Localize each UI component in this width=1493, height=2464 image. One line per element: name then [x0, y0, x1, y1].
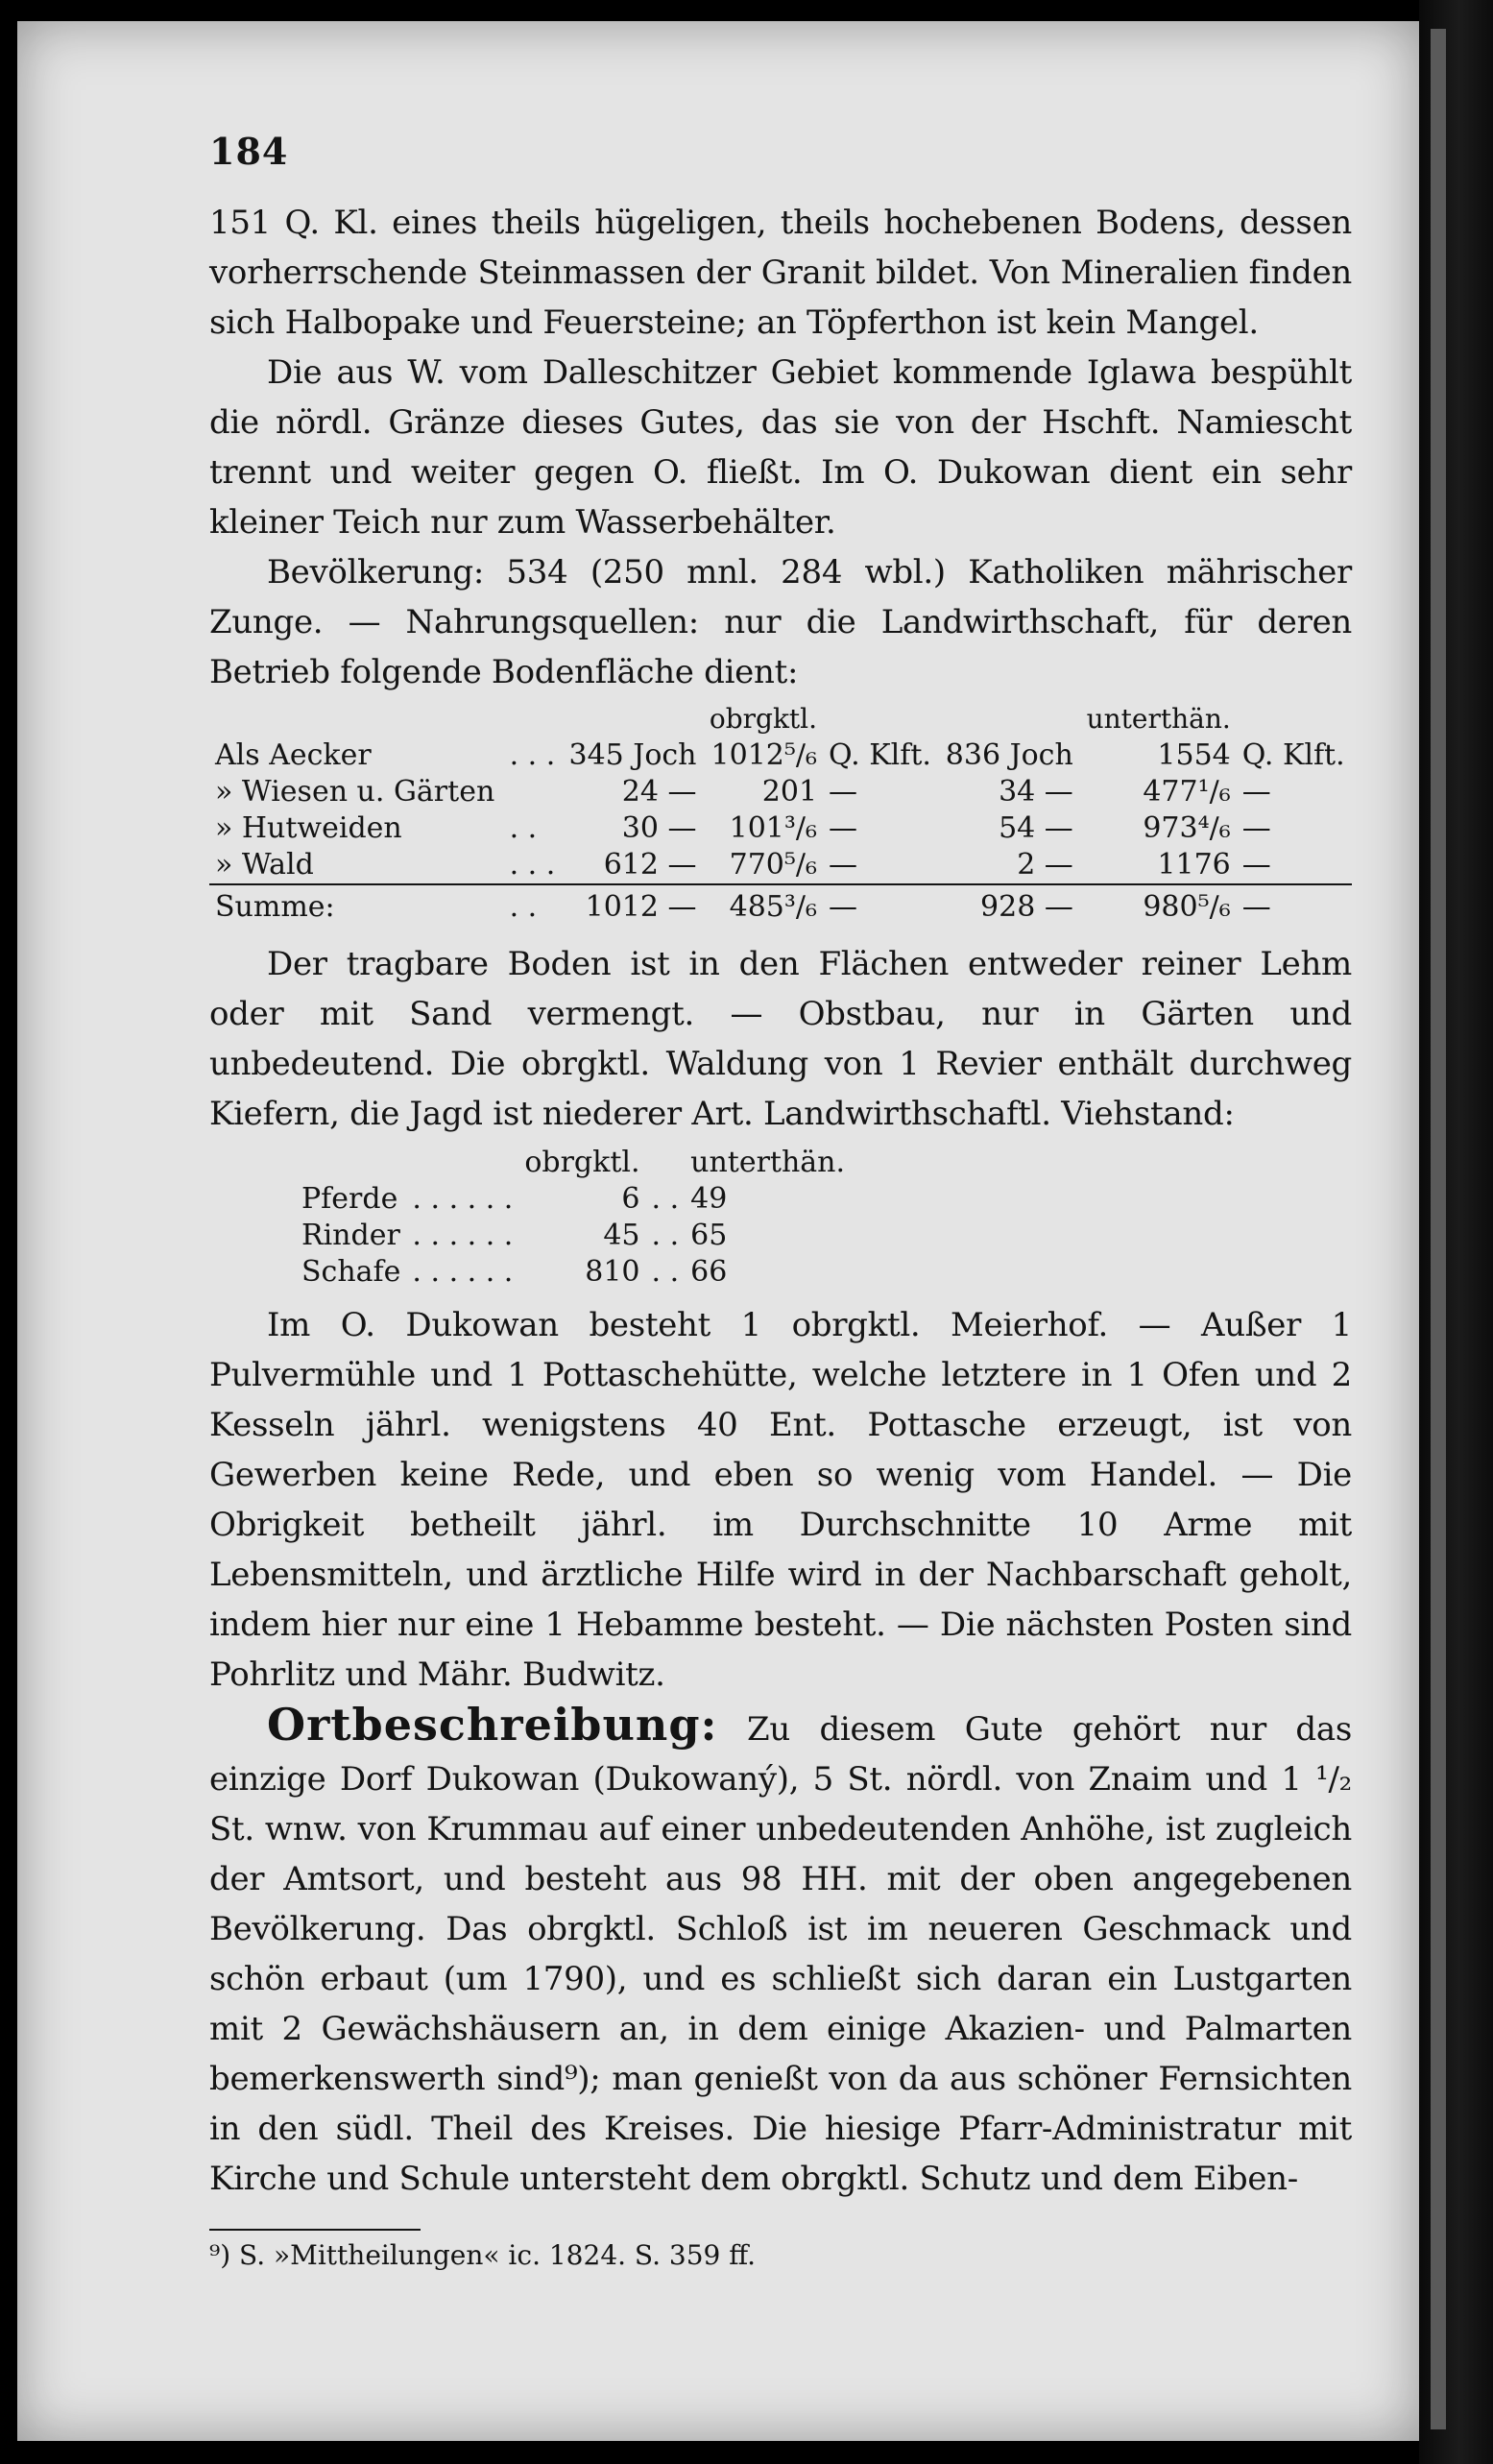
leader-dots: . . . — [509, 738, 556, 772]
leader-dots: . . . . . . — [412, 1255, 514, 1289]
sum-unter-joch: 928 — — [938, 884, 1079, 926]
unter-klafter: 973⁴/₆ — [1143, 811, 1231, 845]
leader-dots — [504, 774, 562, 810]
row-label: » Wald — [215, 848, 314, 882]
row-label: Schafe — [301, 1255, 401, 1289]
leader-dots: . . . — [509, 848, 556, 882]
table-row — [209, 737, 1352, 774]
obrig-count: 45 — [603, 1219, 640, 1252]
obrig-count: 810 — [585, 1255, 640, 1289]
sum-obrig-unit: — — [823, 884, 938, 926]
leader-dots: . . — [504, 884, 562, 926]
footnote-rule — [209, 2229, 421, 2231]
obrig-klafter: 1012⁵/₆ — [710, 738, 818, 772]
leader-dots: . . . . . . — [412, 1182, 514, 1216]
obrig-unit: — — [829, 848, 858, 882]
paragraph-iglawa: Die aus W. vom Dalleschitzer Gebiet kommende Iglawa bespühlt die nördl. Gränze dieses Gutes, das sie von der Hschft. Namiescht trennt und weiter gegen O. fließt. Im O. Dukowan dient ein sehr kleiner Teich nur zum Wasserbehälter. — [209, 353, 1352, 542]
leader-dots: . . — [651, 1219, 680, 1252]
row-label: Pferde — [301, 1182, 398, 1216]
unter-unit: — — [1241, 775, 1271, 809]
unter-joch: 34 — — [999, 775, 1073, 809]
footnote: ⁹) S. »Mittheilungen« ic. 1824. S. 359 ff. — [209, 2239, 757, 2271]
obrig-klafter: 101³/₆ — [729, 811, 818, 845]
livestock-table — [296, 1145, 851, 1291]
table-row — [296, 1181, 851, 1218]
book-page — [17, 21, 1419, 2441]
sum-unter-unit: — — [1237, 884, 1352, 926]
table-header-row — [296, 1145, 851, 1181]
unter-count: 66 — [690, 1255, 728, 1289]
unter-unit: — — [1241, 848, 1271, 882]
leader-dots: . . — [509, 811, 538, 845]
row-label: » Hutweiden — [215, 811, 402, 845]
header-unterthanig: unterthän. — [690, 1146, 846, 1179]
unter-joch: 2 — — [1017, 848, 1073, 882]
unter-count: 49 — [690, 1182, 728, 1216]
page-number: 184 — [209, 130, 289, 173]
sum-label: Summe: — [209, 884, 504, 926]
paragraph-soil: 151 Q. Kl. eines theils hügeligen, theils hochebenen Bodens, dessen vorherrschende Steinmassen der Granit bildet. Von Mineralien finden sich Halbopake und Feuersteine; an Töpferthon ist kein Mangel. — [209, 204, 1352, 342]
paragraph-ortbeschreibung — [209, 1700, 1352, 2204]
unter-joch: 836 Joch — [945, 738, 1073, 772]
obrig-joch: 24 — — [621, 775, 697, 809]
leader-dots: . . — [651, 1182, 680, 1216]
unter-joch: 54 — — [999, 811, 1073, 845]
paragraph-meierhof: Im O. Dukowan besteht 1 obrgktl. Meierhof. — Außer 1 Pulvermühle und 1 Pottaschehütte, welche letztere in 1 Ofen und 2 Kesseln jährl. wenigstens 40 Ent. Pottasche erzeugt, ist von Gewerben keine Rede, und eben so wenig vom Handel. — Die Obrigkeit betheilt jährl. im Durchschnitte 10 Arme mit Lebensmitteln, und ärztliche Hilfe wird in der Nachbarschaft geholt, indem hier nur eine 1 Hebamme besteht. — Die nächsten Posten sind Pohrlitz und Mähr. Budwitz. — [209, 1306, 1352, 1694]
table-row — [296, 1218, 851, 1254]
obrig-count: 6 — [621, 1182, 640, 1216]
leader-dots: . . . . . . — [412, 1219, 514, 1252]
section-heading: Ortbeschreibung: — [267, 1699, 718, 1751]
sum-obrig-klafter: 485³/₆ — [703, 884, 824, 926]
table-row — [209, 774, 1352, 810]
obrig-unit: — — [829, 775, 858, 809]
obrig-joch: 612 — — [603, 848, 697, 882]
row-label: Rinder — [301, 1219, 400, 1252]
header-obrigkeitlich: obrgktl. — [709, 703, 818, 735]
table-sum-row — [209, 884, 1352, 926]
obrig-klafter: 770⁵/₆ — [729, 848, 818, 882]
header-obrigkeitlich: obrgktl. — [524, 1146, 640, 1179]
table-row — [209, 810, 1352, 847]
unter-klafter: 1554 — [1157, 738, 1231, 772]
obrig-unit: Q. Klft. — [829, 738, 931, 772]
table-row — [209, 847, 1352, 884]
row-label: » Wiesen u. Gärten — [215, 775, 495, 809]
table-header-row — [209, 701, 1352, 737]
section-text: Zu diesem Gute gehört nur das einzige Dorf Dukowan (Dukowaný), 5 St. nördl. von Znaim und 1 ¹/₂ St. wnw. von Krummau auf einer unbedeutenden Anhöhe, ist zugleich der Amtsort, und besteht aus 98 HH. mit der oben angegebenen Bevölkerung. Das obrgktl. Schloß ist im neueren Geschmack und schön erbaut (um 1790), und es schließt sich daran ein Lustgarten mit 2 Gewächshäusern an, in dem einige Akazien- und Palmarten bemerkenswerth sind⁹); man genießt von da aus schöner Fernsichten in den südl. Theil des Kreises. Die hiesige Pfarr-Administratur mit Kirche und Schule untersteht dem obrgktl. Schutz und dem Eiben- — [209, 1710, 1352, 2198]
unter-klafter: 1176 — [1157, 848, 1231, 882]
unter-klafter: 477¹/₆ — [1143, 775, 1231, 809]
row-label: Als Aecker — [215, 738, 372, 772]
unter-unit: — — [1241, 811, 1271, 845]
paragraph-population: Bevölkerung: 534 (250 mnl. 284 wbl.) Katholiken mährischer Zunge. — Nahrungsquellen: nur die Landwirthschaft, für deren Betrieb folgende Bodenfläche dient: — [209, 553, 1352, 691]
land-area-table — [209, 701, 1352, 926]
obrig-joch: 345 Joch — [568, 738, 697, 772]
leader-dots: . . — [651, 1255, 680, 1289]
page-content — [209, 127, 1352, 2275]
header-unterthanig: unterthän. — [1086, 703, 1231, 735]
obrig-unit: — — [829, 811, 858, 845]
obrig-klafter: 201 — [761, 775, 818, 809]
sum-obrig-joch: 1012 — — [562, 884, 703, 926]
table-row — [296, 1254, 851, 1291]
obrig-joch: 30 — — [621, 811, 697, 845]
sum-unter-klafter: 980⁵/₆ — [1079, 884, 1237, 926]
page-edge-highlight — [1431, 29, 1446, 2429]
unter-count: 65 — [690, 1219, 728, 1252]
unter-unit: Q. Klft. — [1241, 738, 1345, 772]
paragraph-boden: Der tragbare Boden ist in den Flächen entweder reiner Lehm oder mit Sand vermengt. — Obstbau, nur in Gärten und unbedeutend. Die obrgktl. Waldung von 1 Revier enthält durchweg Kiefern, die Jagd ist niederer Art. Landwirthschaftl. Viehstand: — [209, 945, 1352, 1133]
